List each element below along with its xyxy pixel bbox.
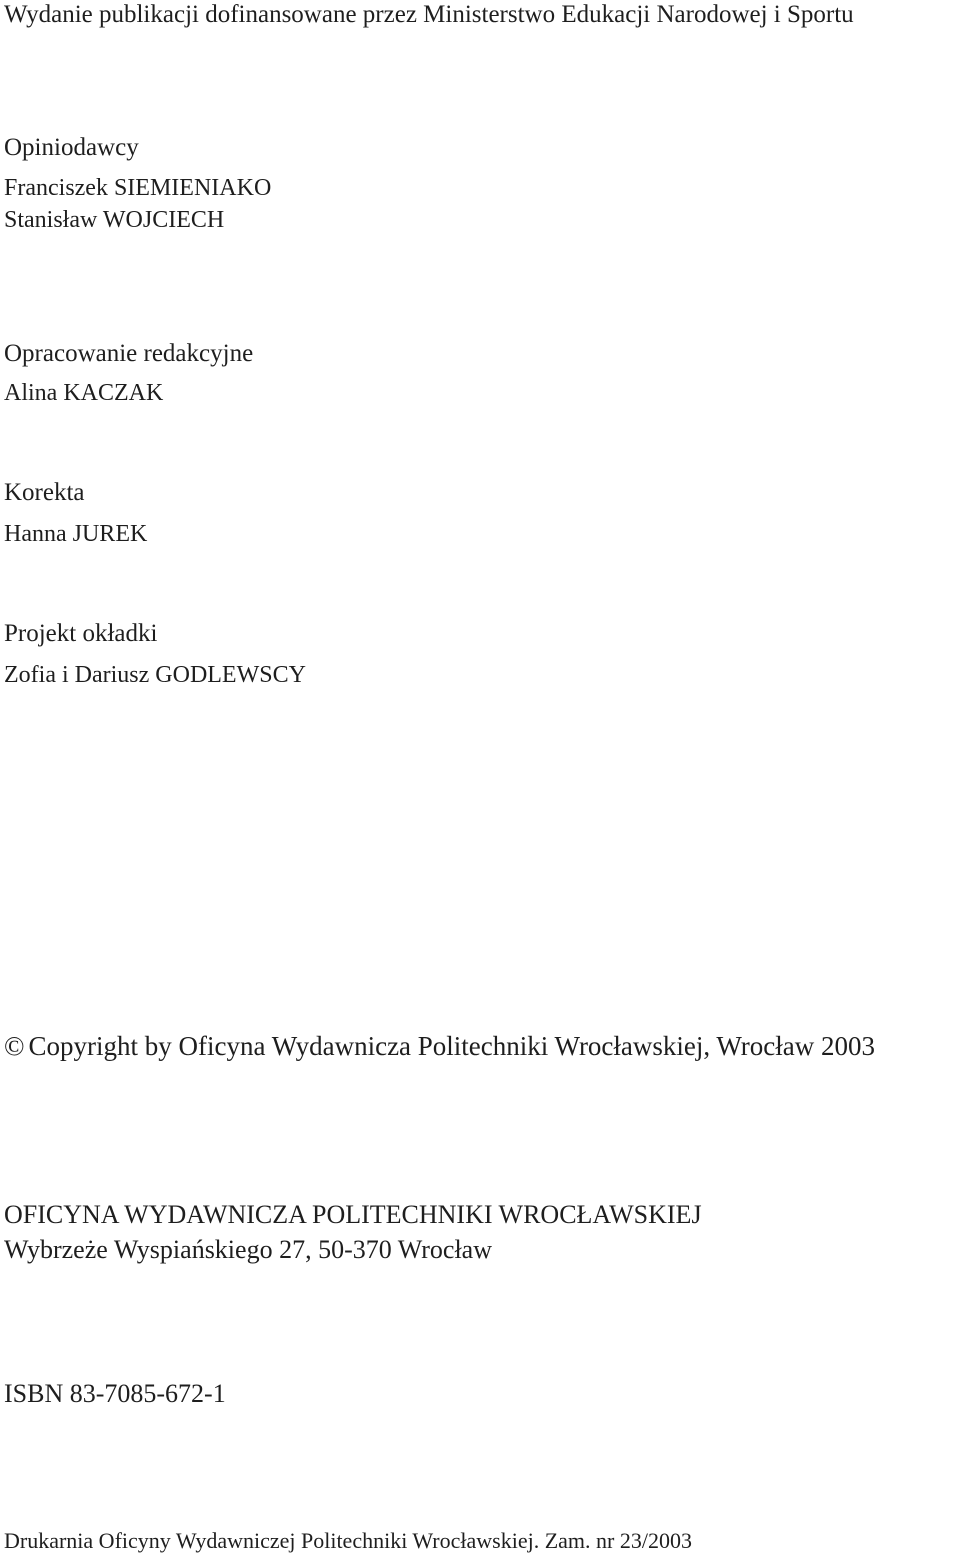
cover-design-heading: Projekt okładki — [4, 620, 158, 647]
funding-note: Wydanie publikacji dofinansowane przez Ministerstwo Edukacji Narodowej i Sportu — [4, 1, 854, 28]
proofreading-heading: Korekta — [4, 479, 85, 506]
reviewer-name: Franciszek SIEMIENIAKO — [4, 175, 272, 201]
editing-heading: Opracowanie redakcyjne — [4, 340, 254, 367]
copyright-symbol: © — [4, 1031, 25, 1061]
isbn: ISBN 83-7085-672-1 — [4, 1379, 226, 1408]
cover-designer-names: Zofia i Dariusz GODLEWSCY — [4, 662, 306, 688]
reviewers-heading: Opiniodawcy — [4, 134, 139, 161]
copyright-text: Copyright by Oficyna Wydawnicza Politechniki Wrocławskiej, Wrocław 2003 — [28, 1031, 876, 1061]
reviewer-name: Stanisław WOJCIECH — [4, 207, 225, 233]
publisher-name: OFICYNA WYDAWNICZA POLITECHNIKI WROCŁAWSKIEJ — [4, 1200, 702, 1229]
printer-note: Drukarnia Oficyny Wydawniczej Politechniki Wrocławskiej. Zam. nr 23/2003 — [4, 1528, 692, 1553]
proofreader-name: Hanna JUREK — [4, 521, 148, 547]
publisher-address: Wybrzeże Wyspiańskiego 27, 50-370 Wrocław — [4, 1235, 492, 1264]
editor-name: Alina KACZAK — [4, 380, 164, 406]
copyright-line — [4, 1033, 875, 1060]
